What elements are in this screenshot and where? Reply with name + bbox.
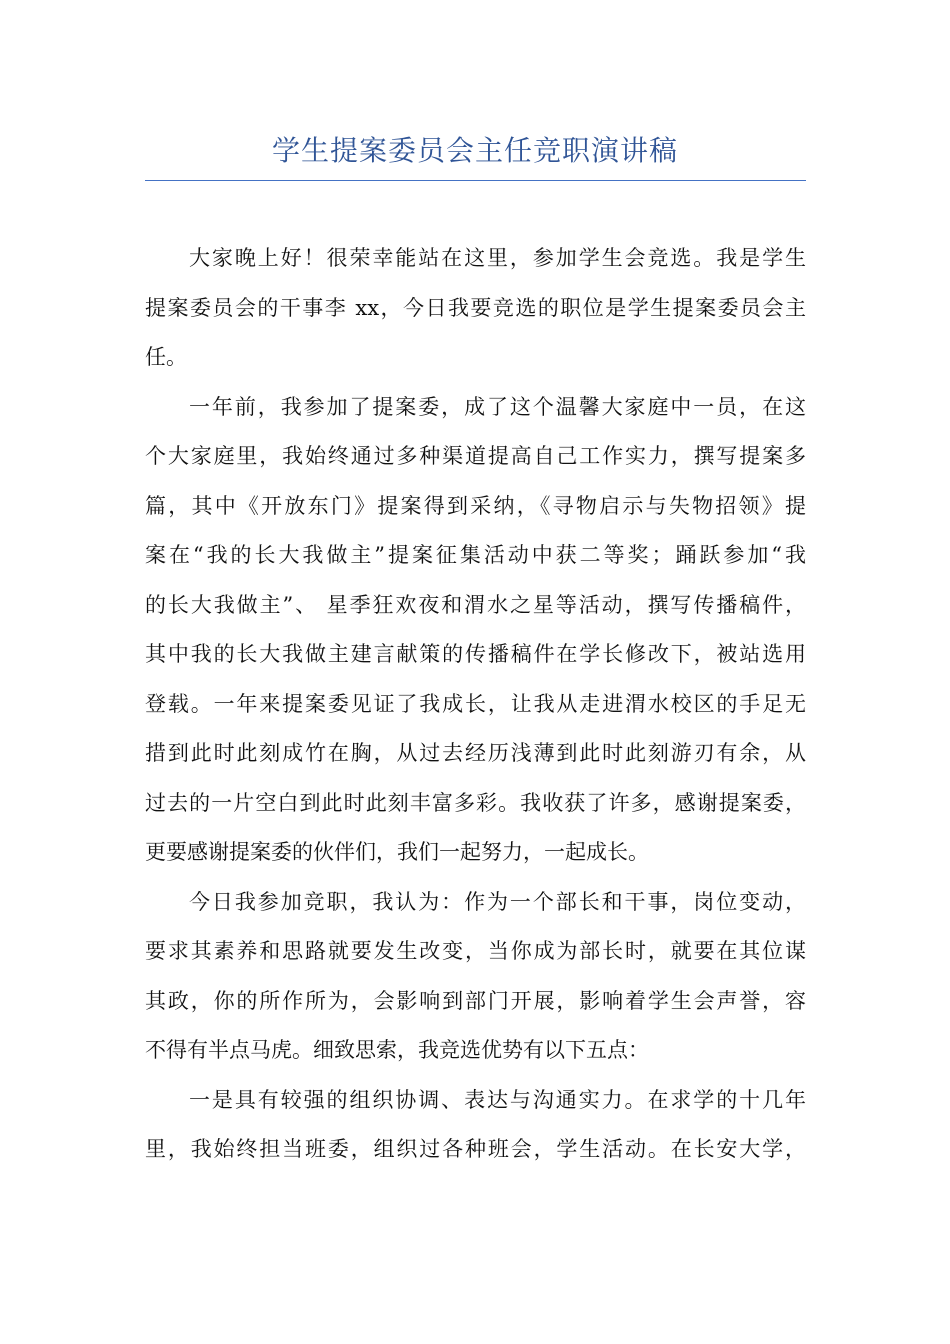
paragraph-1-line-1: 大家晚上好！很荣幸能站在这里，参加学生会竞选。我是学生 [189, 246, 806, 270]
paragraph-3-line-4: 不得有半点马虎。细致思索，我竞选优势有以下五点： [145, 1038, 649, 1062]
paragraph-4-line-1: 一是具有较强的组织协调、表达与沟通实力。在求学的十几年 [189, 1087, 806, 1112]
paragraph-2-line-2: 个大家庭里，我始终通过多种渠道提高自己工作实力，撰写提案多 [145, 444, 806, 468]
paragraph-2-line-5: 的长大我做主”、 星季狂欢夜和渭水之星等活动，撰写传播稿件， [145, 592, 806, 617]
paragraph-3-line-2: 要求其素养和思路就要发生改变，当你成为部长时，就要在其位谋 [145, 939, 806, 963]
document-title: 学生提案委员会主任竞职演讲稿 [271, 134, 678, 167]
paragraph-2-line-3: 篇，其中《开放东门》提案得到采纳，《寻物启示与失物招领》提 [145, 493, 806, 518]
document-body [145, 234, 806, 1175]
paragraph-2-line-4: 案在“我的长大我做主”提案征集活动中获二等奖；踊跃参加“我 [145, 543, 806, 567]
paragraph-2-line-7: 登载。一年来提案委见证了我成长，让我从走进渭水校区的手足无 [145, 691, 806, 716]
paragraph-3-line-3: 其政，你的所作所为，会影响到部门开展，影响着学生会声誉，容 [145, 988, 806, 1013]
title-underline [145, 180, 806, 181]
paragraph-1-line-3: 任。 [145, 345, 187, 369]
paragraph-2-line-10: 更要感谢提案委的伙伴们，我们一起努力，一起成长。 [145, 840, 649, 864]
paragraph-2-line-6: 其中我的长大我做主建言献策的传播稿件在学长修改下，被站选用 [145, 642, 806, 666]
paragraph-4-line-2: 里，我始终担当班委，组织过各种班会，学生活动。在长安大学， [145, 1137, 806, 1161]
paragraph-2-line-1: 一年前，我参加了提案委，成了这个温馨大家庭中一员，在这 [189, 394, 806, 419]
paragraph-2-line-8: 措到此时此刻成竹在胸，从过去经历浅薄到此时此刻游刃有余，从 [145, 741, 806, 765]
paragraph-2-line-9: 过去的一片空白到此时此刻丰富多彩。我收获了许多，感谢提案委， [145, 790, 806, 815]
paragraph-1-line-2: 提案委员会的干事李 xx，今日我要竞选的职位是学生提案委员会主 [145, 295, 806, 320]
paragraph-3-line-1: 今日我参加竞职，我认为：作为一个部长和干事，岗位变动， [189, 889, 806, 914]
